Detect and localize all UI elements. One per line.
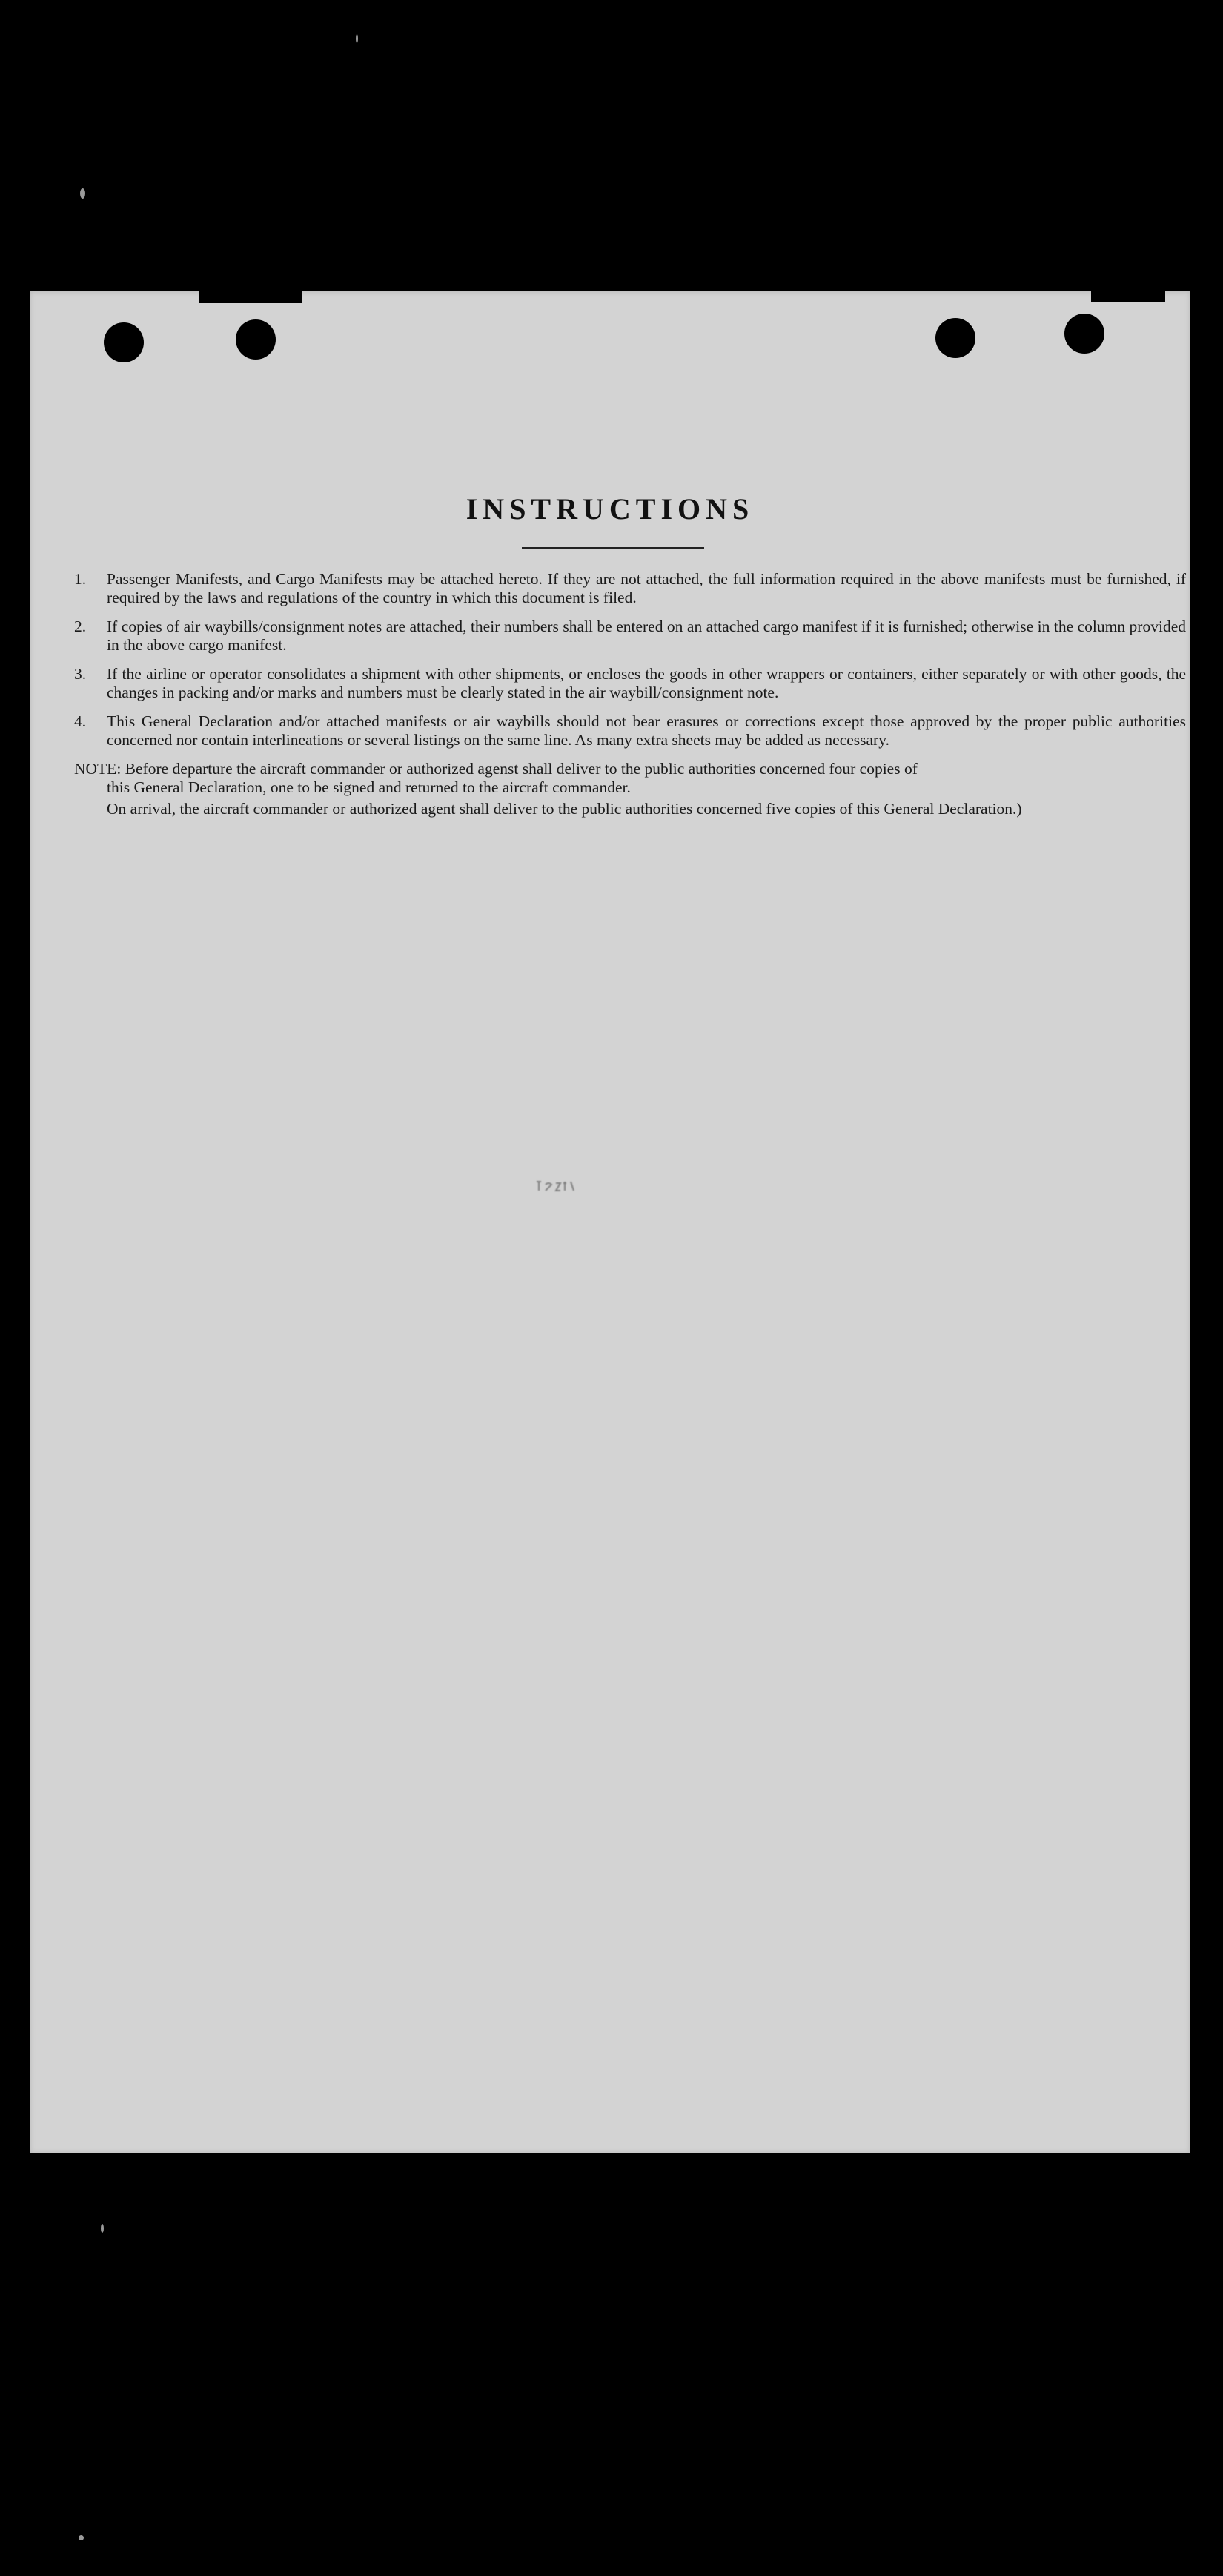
document-page bbox=[30, 291, 1190, 2153]
note-continuation: On arrival, the aircraft commander or authorized agent shall deliver to the public authorities concerned five copies of this General Declaration.) bbox=[107, 800, 1022, 818]
scan-speck bbox=[101, 2224, 104, 2233]
instruction-item bbox=[74, 570, 1186, 607]
item-number: 4. bbox=[74, 712, 87, 730]
punch-hole bbox=[236, 319, 276, 360]
item-number: 3. bbox=[74, 665, 87, 683]
note-continuation: this General Declaration, one to be signed and returned to the aircraft commander. bbox=[107, 778, 631, 796]
instruction-item bbox=[74, 665, 1186, 702]
instruction-item bbox=[74, 617, 1186, 655]
punch-hole bbox=[935, 318, 975, 358]
scan-speck bbox=[356, 34, 358, 43]
item-number: 2. bbox=[74, 617, 87, 635]
instructions-list bbox=[74, 570, 1186, 818]
scan-speck bbox=[80, 188, 85, 199]
title-underline bbox=[522, 547, 704, 549]
item-text: Passenger Manifests, and Cargo Manifests may be attached hereto. If they are not attached, the full information required in the above manifests must be furnished, if required by the laws and regulations of the country in which this document is filed. bbox=[107, 570, 1186, 606]
instruction-item bbox=[74, 712, 1186, 749]
item-text: If copies of air waybills/consignment notes are attached, their numbers shall be entered on an attached cargo manifest if it is furnished; otherwise in the column provided in the above cargo manifest. bbox=[107, 617, 1186, 654]
note-first-line bbox=[74, 760, 1186, 778]
item-number: 1. bbox=[74, 570, 87, 588]
scan-speck bbox=[79, 2535, 84, 2540]
faint-stamp-icon bbox=[534, 1177, 578, 1195]
paper-tear bbox=[199, 288, 302, 303]
item-text: This General Declaration and/or attached manifests or air waybills should not bear erasures or corrections except those approved by the proper public authorities concerned nor contain interlineations or several listings on the same line. As many extra sheets may be added as necessary. bbox=[107, 712, 1186, 749]
page-title: INSTRUCTIONS bbox=[465, 492, 755, 526]
paper-tear bbox=[1091, 288, 1165, 302]
item-text: If the airline or operator consolidates a shipment with other shipments, or encloses the goods in other wrappers or containers, either separately or with other goods, the changes in packing and/or marks and numbers must be clearly stated in the air waybill/consignment note. bbox=[107, 665, 1186, 701]
note-block bbox=[74, 760, 1186, 818]
punch-hole bbox=[104, 322, 144, 362]
note-label: NOTE: bbox=[74, 760, 122, 778]
faint-stamp-mark bbox=[534, 1177, 578, 1195]
note-text: Before departure the aircraft commander or authorized agenst shall deliver to the public authorities concerned four copies of bbox=[125, 760, 918, 778]
punch-hole bbox=[1064, 314, 1104, 354]
